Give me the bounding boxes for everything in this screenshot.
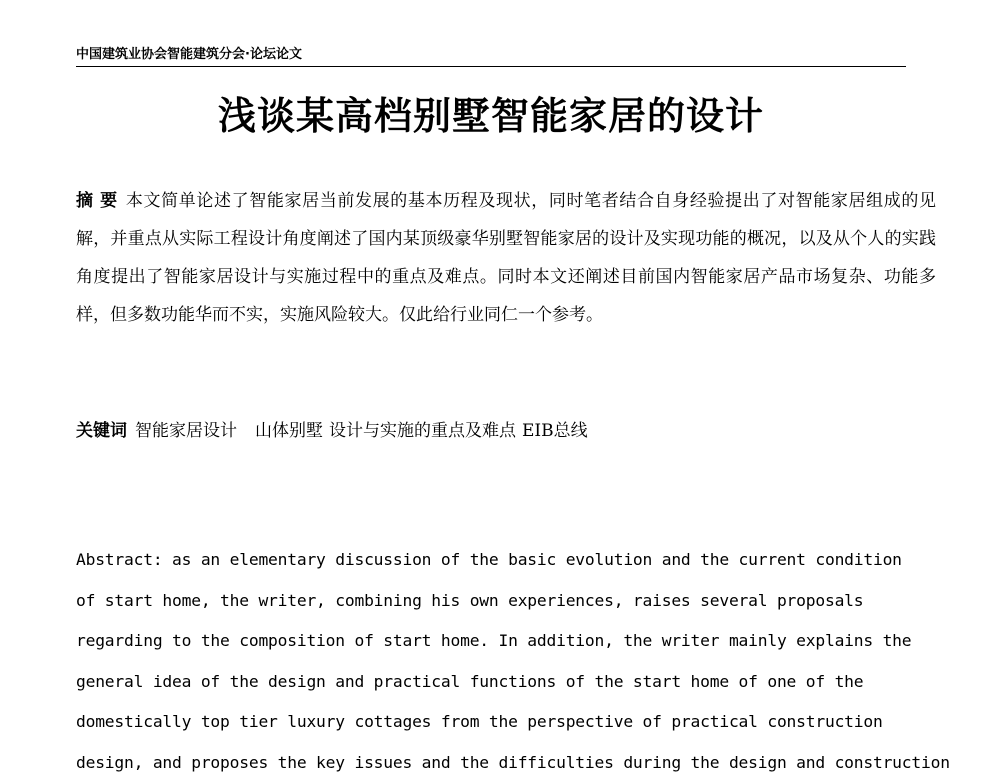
english-abstract bbox=[76, 540, 936, 783]
keywords-label: 关键词 bbox=[76, 421, 127, 441]
english-abstract-line: Abstract: as an elementary discussion of the basic evolution and the current condition bbox=[76, 540, 936, 581]
chinese-abstract bbox=[76, 182, 936, 334]
keywords bbox=[76, 412, 936, 450]
running-header bbox=[76, 44, 906, 67]
abstract-label: 摘 要 bbox=[76, 191, 118, 211]
english-abstract-line: domestically top tier luxury cottages from the perspective of practical construction bbox=[76, 702, 936, 743]
header-text: 中国建筑业协会智能建筑分会·论坛论文 bbox=[76, 47, 302, 62]
english-abstract-line: general idea of the design and practical functions of the start home of one of the bbox=[76, 662, 936, 703]
paper-title: 浅谈某高档别墅智能家居的设计 bbox=[76, 88, 906, 144]
english-abstract-line: regarding to the composition of start home. In addition, the writer mainly explains the bbox=[76, 621, 936, 662]
english-abstract-line: design, and proposes the key issues and the difficulties during the design and construction bbox=[76, 743, 936, 783]
keyword-item: 山体别墅 bbox=[255, 421, 323, 441]
keyword-item: 设计与实施的重点及难点 bbox=[329, 421, 516, 441]
english-abstract-line: of start home, the writer, combining his own experiences, raises several proposals bbox=[76, 581, 936, 622]
keyword-item: 智能家居设计 bbox=[135, 421, 237, 441]
abstract-text: 本文简单论述了智能家居当前发展的基本历程及现状，同时笔者结合自身经验提出了对智能家居组成的见解，并重点从实际工程设计角度阐述了国内某顶级豪华别墅智能家居的设计及实现功能的概况，以及从个人的实践角度提出了智能家居设计与实施过程中的重点及难点。同时本文还阐述目前国内智能家居产品市场复杂、功能多样，但多数功能华而不实，实施风险较大。仅此给行业同仁一个参考。 bbox=[76, 191, 936, 325]
keyword-item: EIB总线 bbox=[522, 421, 588, 441]
